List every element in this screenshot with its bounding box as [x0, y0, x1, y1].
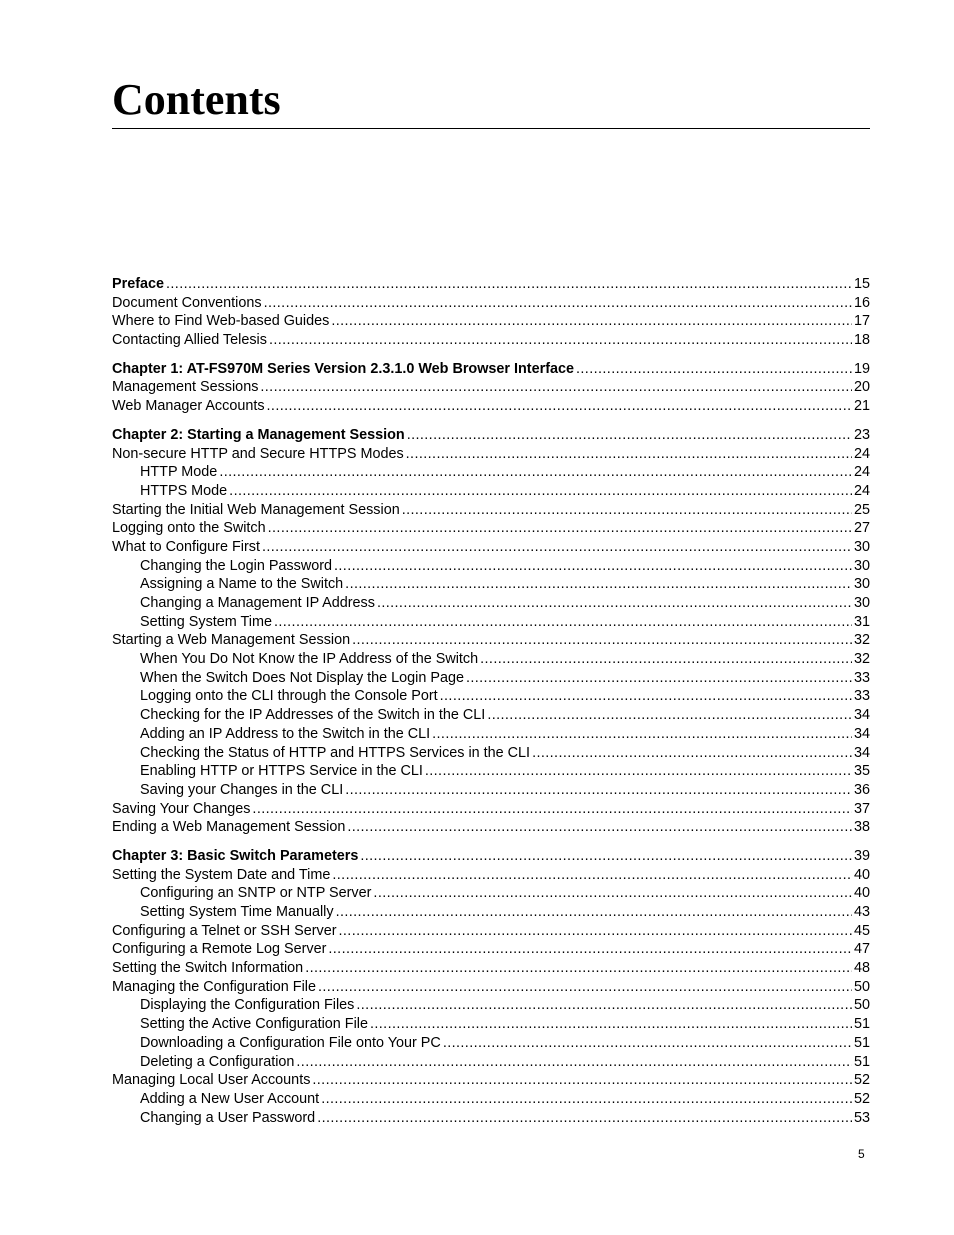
- toc-dot-leader: [331, 312, 852, 331]
- toc-dot-leader: [377, 594, 852, 613]
- toc-entry-title: Starting a Web Management Session: [112, 632, 351, 649]
- toc-dot-leader: [268, 519, 852, 538]
- toc-entry[interactable]: [112, 706, 870, 725]
- toc-entry-page: 53: [853, 1109, 870, 1126]
- toc-entry-page: 27: [853, 520, 870, 537]
- toc-dot-leader: [305, 959, 852, 978]
- toc-dot-leader: [576, 360, 852, 379]
- toc-entry[interactable]: [112, 762, 870, 781]
- toc-entry-title: Logging onto the CLI through the Console Port: [140, 688, 438, 705]
- toc-entry-page: 15: [853, 276, 870, 292]
- toc-dot-leader: [440, 687, 852, 706]
- toc-entry-title: Configuring a Telnet or SSH Server: [112, 922, 337, 939]
- toc-entry-title: Changing the Login Password: [140, 557, 333, 574]
- toc-dot-leader: [360, 847, 852, 866]
- toc-entry[interactable]: [112, 818, 870, 837]
- toc-entry[interactable]: [112, 557, 870, 576]
- toc-dot-leader: [267, 397, 852, 416]
- toc-entry[interactable]: [112, 1034, 870, 1053]
- toc-entry-page: 51: [853, 1053, 870, 1070]
- toc-entry-title: Non-secure HTTP and Secure HTTPS Modes: [112, 445, 404, 462]
- toc-entry-page: 50: [853, 978, 870, 995]
- toc-dot-leader: [328, 940, 852, 959]
- toc-entry-page: 34: [853, 707, 870, 724]
- toc-entry[interactable]: [112, 631, 870, 650]
- toc-entry[interactable]: [112, 884, 870, 903]
- toc-entry[interactable]: [112, 378, 870, 397]
- toc-entry-page: 30: [853, 538, 870, 555]
- toc-entry-page: 35: [853, 763, 870, 780]
- toc-entry-title: Setting the Active Configuration File: [140, 1016, 368, 1033]
- toc-entry-page: 40: [853, 885, 870, 902]
- toc-entry-title: Starting the Initial Web Management Session: [112, 501, 400, 518]
- toc-dot-leader: [487, 706, 852, 725]
- toc-entry-title: Ending a Web Management Session: [112, 819, 346, 836]
- toc-entry[interactable]: [112, 866, 870, 885]
- page-number: 5: [858, 1147, 865, 1161]
- toc-entry[interactable]: [112, 922, 870, 941]
- toc-entry[interactable]: [112, 744, 870, 763]
- toc-dot-leader: [312, 1071, 852, 1090]
- toc-entry-title: Adding a New User Account: [140, 1090, 320, 1107]
- toc-entry-page: 40: [853, 866, 870, 883]
- toc-entry[interactable]: [112, 1053, 870, 1072]
- toc-entry-title: Configuring a Remote Log Server: [112, 941, 327, 958]
- toc-dot-leader: [219, 463, 852, 482]
- toc-entry-title: Setting System Time Manually: [140, 904, 334, 920]
- toc-entry-page: 34: [853, 725, 870, 742]
- toc-entry[interactable]: [112, 725, 870, 744]
- toc-entry-title: HTTP Mode: [140, 464, 218, 481]
- toc-entry-page: 25: [853, 501, 870, 518]
- toc-entry-title: Deleting a Configuration: [140, 1053, 295, 1070]
- toc-dot-leader: [425, 762, 852, 781]
- toc-entry-page: 24: [853, 482, 870, 499]
- toc-entry-title: When the Switch Does Not Display the Login Page: [140, 669, 464, 686]
- toc-dot-leader: [336, 903, 852, 922]
- toc-entry-title: Setting the System Date and Time: [112, 866, 331, 883]
- toc-dot-leader: [407, 426, 852, 445]
- toc-entry-title: Downloading a Configuration File onto Your PC: [140, 1034, 441, 1051]
- toc-entry[interactable]: [112, 501, 870, 520]
- toc-entry[interactable]: [112, 538, 870, 557]
- toc-entry-title: Web Manager Accounts: [112, 398, 265, 415]
- toc-entry-title: Checking the Status of HTTP and HTTPS Services in the CLI: [140, 744, 531, 761]
- toc-entry-title: Setting the Switch Information: [112, 960, 304, 977]
- toc-entry-title: What to Configure First: [112, 538, 260, 555]
- toc-entry-page: 23: [853, 426, 870, 443]
- toc-entry-title: Where to Find Web-based Guides: [112, 313, 330, 330]
- toc-dot-leader: [296, 1053, 852, 1072]
- toc-entry-title: Managing Local User Accounts: [112, 1072, 311, 1089]
- toc-entry-page: 30: [853, 595, 870, 611]
- toc-entry[interactable]: [112, 519, 870, 538]
- toc-entry[interactable]: [112, 1071, 870, 1090]
- toc-entry[interactable]: [112, 1109, 870, 1128]
- toc-entry-title: Chapter 3: Basic Switch Parameters: [112, 847, 359, 864]
- toc-section: [112, 426, 870, 837]
- toc-dot-leader: [352, 631, 852, 650]
- toc-entry-title: When You Do Not Know the IP Address of the Switch: [140, 651, 479, 668]
- toc-dot-leader: [334, 557, 852, 576]
- toc-entry[interactable]: [112, 613, 870, 632]
- toc-entry[interactable]: [112, 397, 870, 416]
- toc-entry-title: Preface: [112, 276, 165, 292]
- toc-dot-leader: [356, 996, 852, 1015]
- toc-entry-title: Adding an IP Address to the Switch in the CLI: [140, 725, 431, 742]
- toc-entry-title: Chapter 2: Starting a Management Session: [112, 426, 405, 443]
- toc-entry[interactable]: [112, 294, 870, 313]
- toc-entry-page: 32: [853, 632, 870, 649]
- toc-dot-leader: [443, 1034, 852, 1053]
- toc-entry-title: Document Conventions: [112, 294, 262, 311]
- toc-entry[interactable]: [112, 312, 870, 331]
- toc-entry[interactable]: [112, 650, 870, 669]
- toc-entry-page: 52: [853, 1090, 870, 1107]
- toc-dot-leader: [269, 331, 852, 350]
- toc-entry-title: Saving Your Changes: [112, 800, 251, 817]
- toc-entry-page: 18: [853, 332, 870, 349]
- toc-entry-title: Saving your Changes in the CLI: [140, 781, 344, 798]
- toc-entry-title: Displaying the Configuration Files: [140, 997, 355, 1014]
- toc-entry-page: 43: [853, 904, 870, 920]
- toc-dot-leader: [370, 1015, 852, 1034]
- toc-entry-page: 24: [853, 445, 870, 462]
- toc-chapter-entry[interactable]: [112, 426, 870, 445]
- toc-chapter-entry[interactable]: [112, 275, 870, 294]
- toc-entry-title: Managing the Configuration File: [112, 978, 316, 995]
- toc-dot-leader: [264, 294, 852, 313]
- toc-entry-title: Logging onto the Switch: [112, 520, 266, 537]
- toc-entry-title: Contacting Allied Telesis: [112, 332, 267, 349]
- toc-entry[interactable]: [112, 940, 870, 959]
- toc-entry[interactable]: [112, 996, 870, 1015]
- toc-entry[interactable]: [112, 687, 870, 706]
- toc-entry-title: Configuring an SNTP or NTP Server: [140, 885, 372, 902]
- toc-chapter-entry[interactable]: [112, 847, 870, 866]
- toc-section: [112, 275, 870, 350]
- toc-entry-title: Changing a User Password: [140, 1109, 316, 1126]
- table-of-contents: [112, 275, 870, 1137]
- toc-dot-leader: [432, 725, 852, 744]
- toc-entry-page: 31: [853, 613, 870, 630]
- toc-entry[interactable]: [112, 903, 870, 922]
- toc-entry-page: 17: [853, 313, 870, 330]
- toc-dot-leader: [318, 978, 852, 997]
- toc-entry-title: Changing a Management IP Address: [140, 595, 375, 611]
- toc-dot-leader: [406, 445, 852, 464]
- toc-entry[interactable]: [112, 482, 870, 501]
- toc-dot-leader: [274, 613, 852, 632]
- toc-entry-page: 52: [853, 1072, 870, 1089]
- toc-entry-title: HTTPS Mode: [140, 482, 228, 499]
- toc-entry-title: Checking for the IP Addresses of the Switch in the CLI: [140, 707, 486, 724]
- toc-dot-leader: [166, 275, 852, 294]
- toc-dot-leader: [345, 781, 852, 800]
- toc-dot-leader: [345, 575, 852, 594]
- toc-entry[interactable]: [112, 781, 870, 800]
- toc-entry-page: 37: [853, 800, 870, 817]
- toc-entry-page: 21: [853, 398, 870, 415]
- toc-dot-leader: [332, 866, 852, 885]
- toc-dot-leader: [229, 482, 852, 501]
- page-title: Contents: [112, 75, 281, 124]
- toc-entry-page: 51: [853, 1034, 870, 1051]
- toc-entry-page: 45: [853, 922, 870, 939]
- toc-entry-page: 39: [853, 847, 870, 864]
- toc-entry[interactable]: [112, 669, 870, 688]
- toc-entry-page: 36: [853, 781, 870, 798]
- toc-entry-page: 19: [853, 360, 870, 377]
- toc-entry-page: 24: [853, 464, 870, 481]
- toc-entry-page: 20: [853, 379, 870, 396]
- toc-dot-leader: [262, 538, 852, 557]
- toc-entry-page: 32: [853, 651, 870, 668]
- toc-dot-leader: [317, 1109, 852, 1128]
- toc-entry-title: Enabling HTTP or HTTPS Service in the CLI: [140, 763, 423, 780]
- toc-entry-page: 51: [853, 1016, 870, 1033]
- toc-entry[interactable]: [112, 959, 870, 978]
- toc-entry-title: Setting System Time: [140, 613, 272, 630]
- toc-entry-page: 33: [853, 688, 870, 705]
- toc-entry[interactable]: [112, 978, 870, 997]
- toc-entry[interactable]: [112, 1015, 870, 1034]
- toc-section: [112, 847, 870, 1127]
- toc-section: [112, 360, 870, 416]
- toc-dot-leader: [466, 669, 852, 688]
- toc-entry-page: 38: [853, 819, 870, 836]
- toc-dot-leader: [532, 744, 852, 763]
- toc-entry[interactable]: [112, 445, 870, 464]
- toc-dot-leader: [260, 378, 852, 397]
- toc-dot-leader: [339, 922, 852, 941]
- toc-entry[interactable]: [112, 575, 870, 594]
- toc-entry[interactable]: [112, 800, 870, 819]
- toc-entry-page: 48: [853, 960, 870, 977]
- toc-dot-leader: [252, 800, 852, 819]
- toc-entry-title: Assigning a Name to the Switch: [140, 576, 344, 593]
- toc-entry-page: 16: [853, 294, 870, 311]
- toc-entry-page: 34: [853, 744, 870, 761]
- toc-entry[interactable]: [112, 1090, 870, 1109]
- toc-chapter-entry[interactable]: [112, 360, 870, 379]
- toc-entry-page: 50: [853, 997, 870, 1014]
- toc-dot-leader: [402, 501, 852, 520]
- toc-entry-page: 30: [853, 576, 870, 593]
- toc-entry-title: Management Sessions: [112, 379, 259, 396]
- toc-entry[interactable]: [112, 594, 870, 613]
- title-divider: [112, 128, 870, 129]
- toc-dot-leader: [347, 818, 852, 837]
- toc-entry[interactable]: [112, 463, 870, 482]
- toc-entry[interactable]: [112, 331, 870, 350]
- toc-entry-title: Chapter 1: AT-FS970M Series Version 2.3.1.0 Web Browser Interface: [112, 360, 575, 377]
- toc-dot-leader: [321, 1090, 852, 1109]
- toc-entry-page: 33: [853, 669, 870, 686]
- toc-dot-leader: [373, 884, 852, 903]
- toc-entry-page: 47: [853, 941, 870, 958]
- toc-dot-leader: [480, 650, 852, 669]
- toc-entry-page: 30: [853, 557, 870, 574]
